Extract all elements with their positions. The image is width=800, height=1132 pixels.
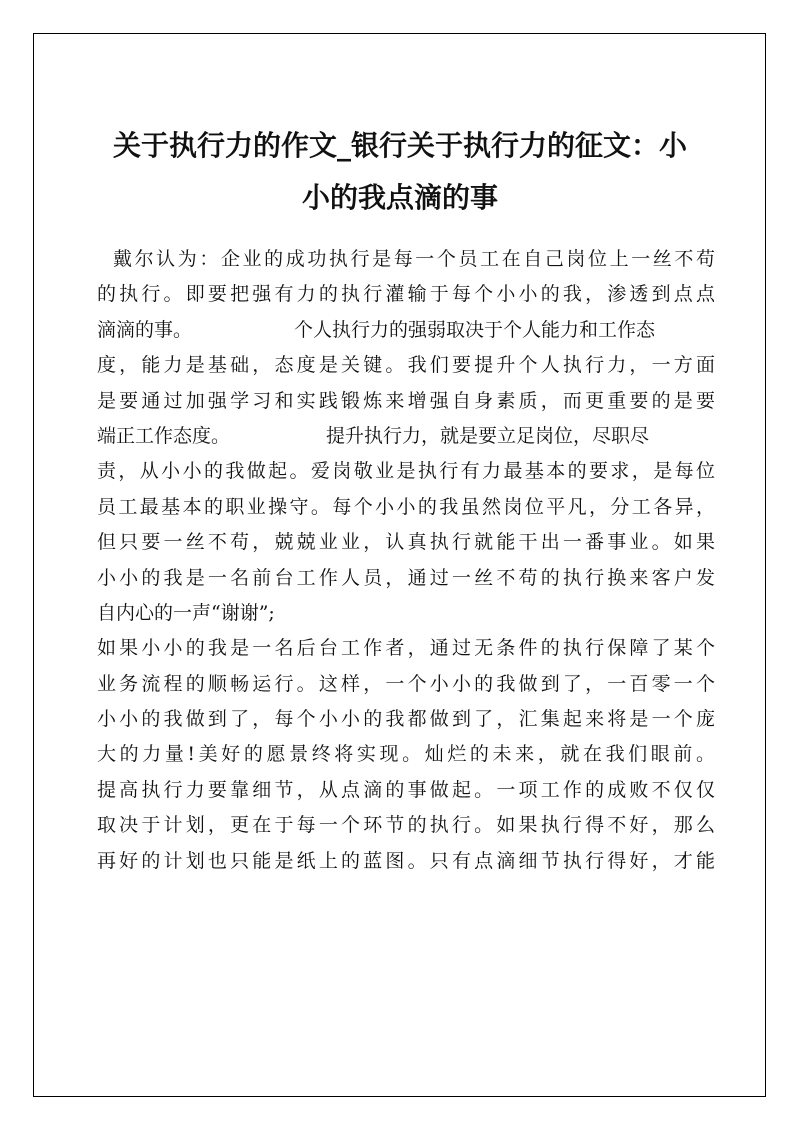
document-title — [62, 120, 738, 224]
body-line: 小小的我做到了，每个小小的我都做到了，汇集起来将是一个庞 — [97, 708, 715, 731]
title-line-1: 关于执行力的作文_银行关于执行力的征文：小 — [112, 129, 687, 162]
body-text-segment: 个人执行力的强弱取决于个人能力和工作态 — [294, 318, 656, 341]
body-line: 度，能力是基础，态度是关键。我们要提升个人执行力，一方面 — [97, 354, 715, 377]
title-line-2: 小的我点滴的事 — [301, 181, 498, 214]
body-line: 员工最基本的职业操守。每个小小的我虽然岗位平凡，分工各异， — [97, 495, 715, 518]
body-line: 的执行。即要把强有力的执行灌输于每个小小的我，渗透到点点 — [97, 283, 715, 306]
body-line: 是要通过加强学习和实践锻炼来增强自身素质，而更重要的是要 — [97, 389, 715, 412]
body-line: 责，从小小的我做起。爱岗敬业是执行有力最基本的要求，是每位 — [97, 460, 715, 483]
body-line: 大的力量!美好的愿景终将实现。灿烂的未来，就在我们眼前。 — [97, 743, 715, 766]
body-text-segment: 滴滴的事。 — [97, 318, 193, 341]
body-line: 再好的计划也只能是纸上的蓝图。只有点滴细节执行得好，才能 — [97, 849, 715, 872]
body-line: 业务流程的顺畅运行。这样，一个小小的我做到了，一百零一个 — [97, 672, 715, 695]
body-line: 但只要一丝不苟，兢兢业业，认真执行就能干出一番事业。如果 — [97, 531, 715, 554]
body-line — [97, 313, 715, 348]
body-line: 自内心的一声“谢谢”; — [97, 601, 275, 624]
body-line — [97, 419, 715, 454]
body-text-segment: 提升执行力，就是要立足岗位，尽职尽 — [326, 424, 650, 447]
body-line: 戴尔认为：企业的成功执行是每一个员工在自己岗位上一丝不苟 — [113, 248, 715, 270]
body-line: 取决于计划，更在于每一个环节的执行。如果执行得不好，那么 — [97, 814, 715, 837]
body-line: 小小的我是一名前台工作人员，通过一丝不苟的执行换来客户发 — [97, 566, 715, 589]
body-line: 提高执行力要靠细节，从点滴的事做起。一项工作的成败不仅仅 — [97, 778, 715, 801]
document-body — [97, 242, 715, 879]
body-line: 如果小小的我是一名后台工作者，通过无条件的执行保障了某个 — [97, 637, 715, 660]
body-text-segment: 端正工作态度。 — [97, 424, 231, 447]
